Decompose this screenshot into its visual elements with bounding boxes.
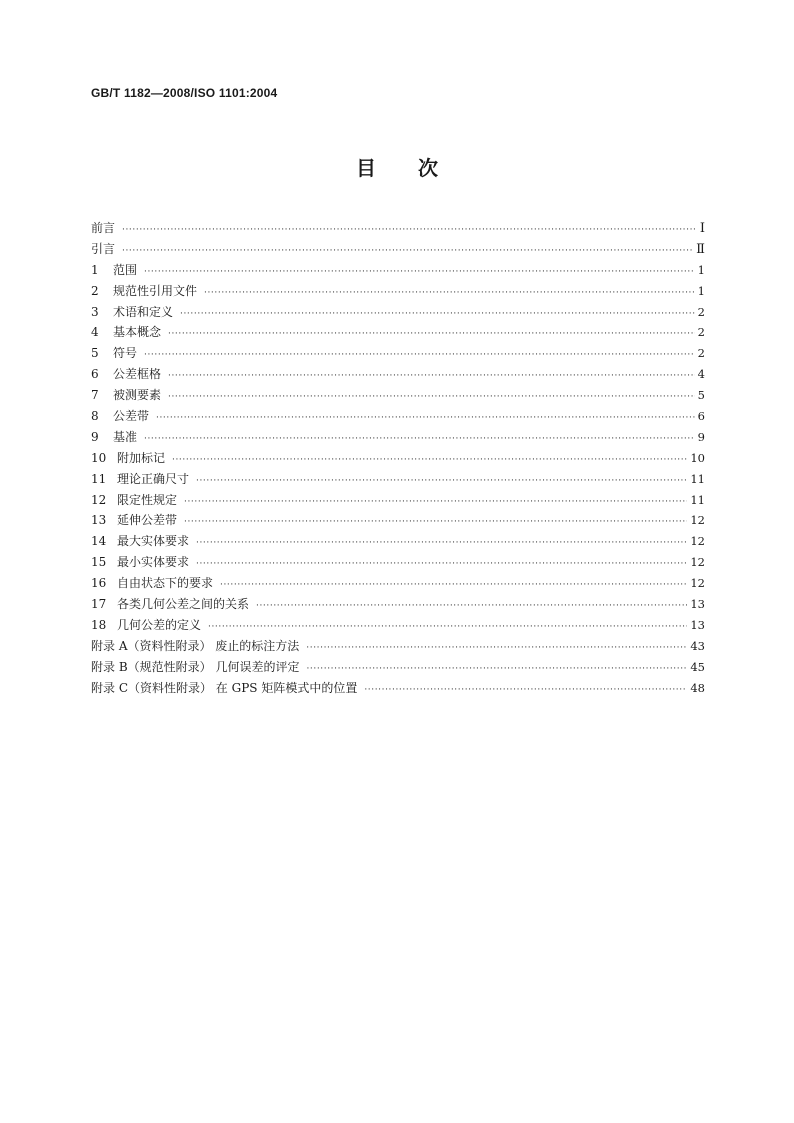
toc-dot-leader bbox=[144, 262, 695, 283]
toc-entry-number: 14 bbox=[91, 534, 107, 549]
toc-dot-leader bbox=[364, 680, 687, 701]
toc-entry[interactable] bbox=[91, 469, 705, 490]
toc-entry-number: 6 bbox=[91, 367, 99, 382]
toc-entry-page: 11 bbox=[690, 471, 705, 486]
toc-entry-label: 引言 bbox=[91, 241, 116, 256]
toc-entry-label: 各类几何公差之间的关系 bbox=[117, 597, 250, 612]
toc-entry-page: 13 bbox=[690, 597, 705, 612]
toc-entry-label: 自由状态下的要求 bbox=[117, 576, 214, 591]
toc-dot-leader bbox=[306, 638, 687, 659]
toc-entry-page: 5 bbox=[697, 388, 705, 403]
toc-dot-leader bbox=[122, 220, 697, 241]
toc-entry-label: 附录 C（资料性附录） 在 GPS 矩阵模式中的位置 bbox=[91, 680, 358, 695]
toc-entry-number: 17 bbox=[91, 597, 107, 612]
toc-entry-label: 最大实体要求 bbox=[117, 534, 190, 549]
toc-entry-page: 12 bbox=[690, 513, 705, 528]
toc-dot-leader bbox=[180, 304, 695, 325]
toc-entry-label: 基准 bbox=[113, 429, 138, 444]
toc-entry-page: Ⅰ bbox=[699, 221, 705, 236]
toc-entry-number: 10 bbox=[91, 450, 107, 465]
toc-entry-number: 18 bbox=[91, 617, 107, 632]
toc-dot-leader bbox=[168, 366, 695, 387]
title-char-2: 次 bbox=[418, 156, 438, 180]
toc-entry-number: 2 bbox=[91, 283, 99, 298]
toc-entry-label: 术语和定义 bbox=[113, 304, 174, 319]
toc-entry-number: 8 bbox=[91, 409, 99, 424]
toc-entry[interactable] bbox=[91, 385, 705, 406]
toc-entry-number: 15 bbox=[91, 555, 107, 570]
toc-entry-page: 2 bbox=[697, 325, 705, 340]
toc-dot-leader bbox=[122, 241, 693, 262]
toc-dot-leader bbox=[306, 659, 687, 680]
toc-dot-leader bbox=[144, 429, 695, 450]
toc-entry-page: Ⅱ bbox=[696, 241, 705, 257]
page-title bbox=[0, 152, 794, 181]
toc-entry-label: 符号 bbox=[113, 346, 138, 361]
toc-entry-label: 最小实体要求 bbox=[117, 555, 190, 570]
toc-entry-label: 被测要素 bbox=[113, 388, 162, 403]
toc-dot-leader bbox=[144, 345, 695, 366]
toc-entry[interactable] bbox=[91, 239, 705, 260]
toc-entry-page: 6 bbox=[697, 409, 705, 424]
toc-dot-leader bbox=[184, 512, 687, 533]
toc-dot-leader bbox=[256, 596, 687, 617]
toc-entry-label: 范围 bbox=[113, 262, 138, 277]
toc-entry-label: 基本概念 bbox=[113, 325, 162, 340]
toc-entry[interactable] bbox=[91, 490, 705, 511]
toc-entry-page: 2 bbox=[697, 346, 705, 361]
toc-entry-page: 1 bbox=[697, 262, 705, 277]
toc-dot-leader bbox=[204, 283, 695, 304]
toc-entry-label: 理论正确尺寸 bbox=[117, 471, 190, 486]
toc-dot-leader bbox=[196, 471, 687, 492]
toc-entry[interactable] bbox=[91, 260, 705, 281]
toc-entry-number: 3 bbox=[91, 304, 99, 319]
toc-entry-page: 12 bbox=[690, 576, 705, 591]
toc-dot-leader bbox=[208, 617, 687, 638]
toc-dot-leader bbox=[156, 408, 695, 429]
toc-entry-page: 45 bbox=[690, 659, 705, 674]
toc-entry-number: 9 bbox=[91, 429, 99, 444]
toc-entry-label: 附加标记 bbox=[117, 450, 166, 465]
toc-entry[interactable] bbox=[91, 218, 705, 239]
toc-dot-leader bbox=[196, 554, 687, 575]
toc-entry-number: 13 bbox=[91, 513, 107, 528]
toc-entry-page: 9 bbox=[697, 429, 705, 444]
toc-entry-number: 1 bbox=[91, 262, 99, 277]
toc-entry-page: 12 bbox=[690, 534, 705, 549]
toc-dot-leader bbox=[168, 387, 695, 408]
toc-entry-label: 附录 B（规范性附录） 几何误差的评定 bbox=[91, 659, 300, 674]
toc-entry-label: 附录 A（资料性附录） 废止的标注方法 bbox=[91, 638, 300, 653]
toc-entry[interactable] bbox=[91, 573, 705, 594]
toc-entry[interactable] bbox=[91, 364, 705, 385]
toc-entry[interactable] bbox=[91, 636, 705, 657]
title-char-1: 目 bbox=[356, 156, 376, 180]
toc-entry-label: 公差带 bbox=[113, 409, 150, 424]
standard-number-header: GB/T 1182—2008/ISO 1101:2004 bbox=[91, 86, 278, 100]
toc-entry[interactable] bbox=[91, 302, 705, 323]
toc-entry-page: 2 bbox=[697, 304, 705, 319]
toc-entry[interactable] bbox=[91, 678, 705, 699]
toc-entry[interactable] bbox=[91, 448, 705, 469]
toc-entry[interactable] bbox=[91, 343, 705, 364]
toc-entry-number: 7 bbox=[91, 388, 99, 403]
toc-dot-leader bbox=[168, 324, 695, 345]
toc-entry[interactable] bbox=[91, 657, 705, 678]
toc-entry-label: 几何公差的定义 bbox=[117, 617, 202, 632]
toc-entry-page: 48 bbox=[690, 680, 705, 695]
toc-entry-number: 12 bbox=[91, 492, 107, 507]
toc-entry-label: 限定性规定 bbox=[117, 492, 178, 507]
toc-entry-page: 10 bbox=[690, 450, 705, 465]
toc-entry-label: 延伸公差带 bbox=[117, 513, 178, 528]
toc-entry[interactable] bbox=[91, 406, 705, 427]
toc-entry-page: 4 bbox=[697, 367, 705, 382]
toc-entry[interactable] bbox=[91, 281, 705, 302]
toc-entry[interactable] bbox=[91, 594, 705, 615]
toc-entry[interactable] bbox=[91, 427, 705, 448]
toc-entry-number: 5 bbox=[91, 346, 99, 361]
toc-dot-leader bbox=[184, 492, 687, 513]
toc-entry-label: 公差框格 bbox=[113, 367, 162, 382]
toc-entry-page: 1 bbox=[697, 283, 705, 298]
toc-entry-number: 11 bbox=[91, 471, 107, 486]
toc-entry[interactable] bbox=[91, 322, 705, 343]
toc-entry-page: 12 bbox=[690, 555, 705, 570]
toc-dot-leader bbox=[172, 450, 687, 471]
toc-entry[interactable] bbox=[91, 552, 705, 573]
toc-entry-label: 规范性引用文件 bbox=[113, 283, 198, 298]
toc-dot-leader bbox=[220, 575, 687, 596]
toc-entry-number: 16 bbox=[91, 576, 107, 591]
toc-entry-label: 前言 bbox=[91, 221, 116, 235]
toc-entry-page: 13 bbox=[690, 617, 705, 632]
toc-entry[interactable] bbox=[91, 531, 705, 552]
toc-entry[interactable] bbox=[91, 615, 705, 636]
toc-entry-page: 11 bbox=[690, 492, 705, 507]
toc-entry-number: 4 bbox=[91, 325, 99, 340]
toc-entry[interactable] bbox=[91, 510, 705, 531]
toc-dot-leader bbox=[196, 533, 687, 554]
table-of-contents bbox=[91, 218, 705, 698]
toc-entry-page: 43 bbox=[690, 638, 705, 653]
